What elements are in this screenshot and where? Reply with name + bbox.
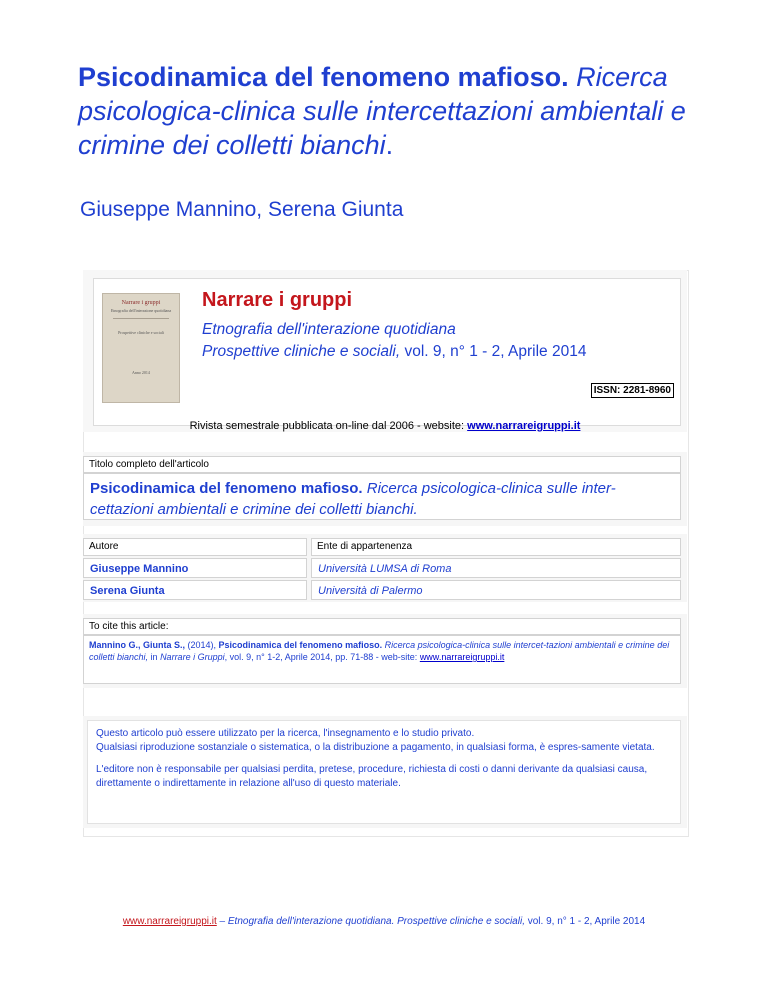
article-title <box>84 474 680 524</box>
journal-panel <box>93 278 681 426</box>
title-bold: Psicodinamica del fenomeno mafioso. <box>78 62 569 92</box>
article-title-box <box>83 452 687 526</box>
disclaimer-line-1: Questo articolo può essere utilizzato per la ricerca, l'insegnamento e lo studio privato. <box>96 728 475 739</box>
authors: Giuseppe Mannino, Serena Giunta <box>80 198 404 221</box>
title-end: . <box>385 130 394 160</box>
journal-cover-image <box>102 293 180 403</box>
citation-text <box>84 636 680 666</box>
author-cell <box>83 558 307 578</box>
article-title-label-cell <box>83 456 681 473</box>
article-title-italic: Ricerca psicologica-clinica sulle inter-cettazioni ambientali e crimine dei colletti bianchi. <box>90 480 616 518</box>
affiliation-header: Ente di appartenenza <box>317 541 413 552</box>
author-cell <box>83 580 307 600</box>
footer-details: vol. 9, n° 1 - 2, Aprile 2014 <box>524 916 646 927</box>
journal-subtitle-1: Etnografia dell'interazione quotidiana <box>202 321 456 338</box>
article-title-label: Titolo completo dell'articolo <box>89 459 209 470</box>
author-header-cell <box>83 538 307 556</box>
affiliation-header-cell <box>311 538 681 556</box>
disclaimer-cell <box>87 720 681 824</box>
article-title-bold: Psicodinamica del fenomeno mafioso. <box>90 480 363 497</box>
journal-name: Narrare i gruppi <box>202 289 353 311</box>
citation-label: To cite this article: <box>89 621 169 632</box>
disclaimer-line-2: Qualsiasi riproduzione sostanziale o sistematica, o la distribuzione a pagamento, in qualsiasi forma, è espres-samente vietata. <box>96 742 655 753</box>
citation-title-bold: Psicodinamica del fenomeno mafioso. <box>218 640 383 650</box>
citation-journal: Narrare i Gruppi <box>160 652 225 662</box>
citation-in: in <box>148 652 161 662</box>
page-title <box>78 60 698 162</box>
citation-year: (2014), <box>185 640 219 650</box>
author-name: Serena Giunta <box>90 585 165 597</box>
author-name: Giuseppe Mannino <box>90 563 189 575</box>
affiliation-cell <box>311 580 681 600</box>
journal-subtitle-2 <box>202 343 586 361</box>
issn-badge: ISSN: 2281-8960 <box>591 383 674 398</box>
citation-title-italic: Ricerca psicologica-clinica sulle intercet-tazioni ambientali e crimine dei colletti bianchi, <box>89 640 670 662</box>
page-footer <box>52 916 716 927</box>
cover-title: Narrare i gruppi <box>121 300 161 306</box>
cover-subtitle-2: Prospettive cliniche e sociali <box>118 330 164 335</box>
publication-line <box>83 420 687 432</box>
journal-banner <box>83 270 687 432</box>
affiliation-cell <box>311 558 681 578</box>
authors-table <box>83 534 687 602</box>
citation-authors: Mannino G., Giunta S., <box>89 640 185 650</box>
disclaimer-box <box>83 716 687 828</box>
affiliation-name: Università di Palermo <box>318 585 423 597</box>
cover-year: Anno 2014 <box>132 370 150 375</box>
website-link[interactable]: www.narrareigruppi.it <box>467 420 581 432</box>
disclaimer-line-3: L'editore non è responsabile per qualsiasi perdita, pretese, procedure, richiesta di costi o danni derivante da qualsiasi causa, direttamente o indirettamente in relazione all'uso di questo materiale. <box>96 764 648 789</box>
citation-label-cell <box>83 618 681 635</box>
cover-subtitle-1: Etnografia dell'interazione quotidiana <box>110 308 172 313</box>
article-title-cell <box>83 473 681 520</box>
footer-text: – Etnografia dell'interazione quotidiana. Prospettive cliniche e sociali, <box>216 916 525 927</box>
cover-divider <box>113 318 169 319</box>
disclaimer-text <box>88 721 680 805</box>
citation-website-link[interactable]: www.narrareigruppi.it <box>419 652 505 662</box>
citation-box <box>83 614 687 688</box>
footer-website-link[interactable]: www.narrareigruppi.it <box>122 916 217 927</box>
affiliation-name: Università LUMSA di Roma <box>318 563 452 575</box>
citation-details: , vol. 9, n° 1-2, Aprile 2014, pp. 71-88 - web-site: <box>224 652 420 662</box>
citation-text-cell <box>83 635 681 684</box>
journal-subtitle-2-italic: Prospettive cliniche e sociali, <box>202 343 401 360</box>
author-header: Autore <box>89 541 119 552</box>
journal-volume: vol. 9, n° 1 - 2, Aprile 2014 <box>400 343 587 360</box>
title-italic: Ricerca psicologica-clinica sulle intercettazioni ambientali e crimine dei colletti bianchi <box>78 62 686 160</box>
publication-text: Rivista semestrale pubblicata on-line dal 2006 - website: <box>189 420 468 432</box>
